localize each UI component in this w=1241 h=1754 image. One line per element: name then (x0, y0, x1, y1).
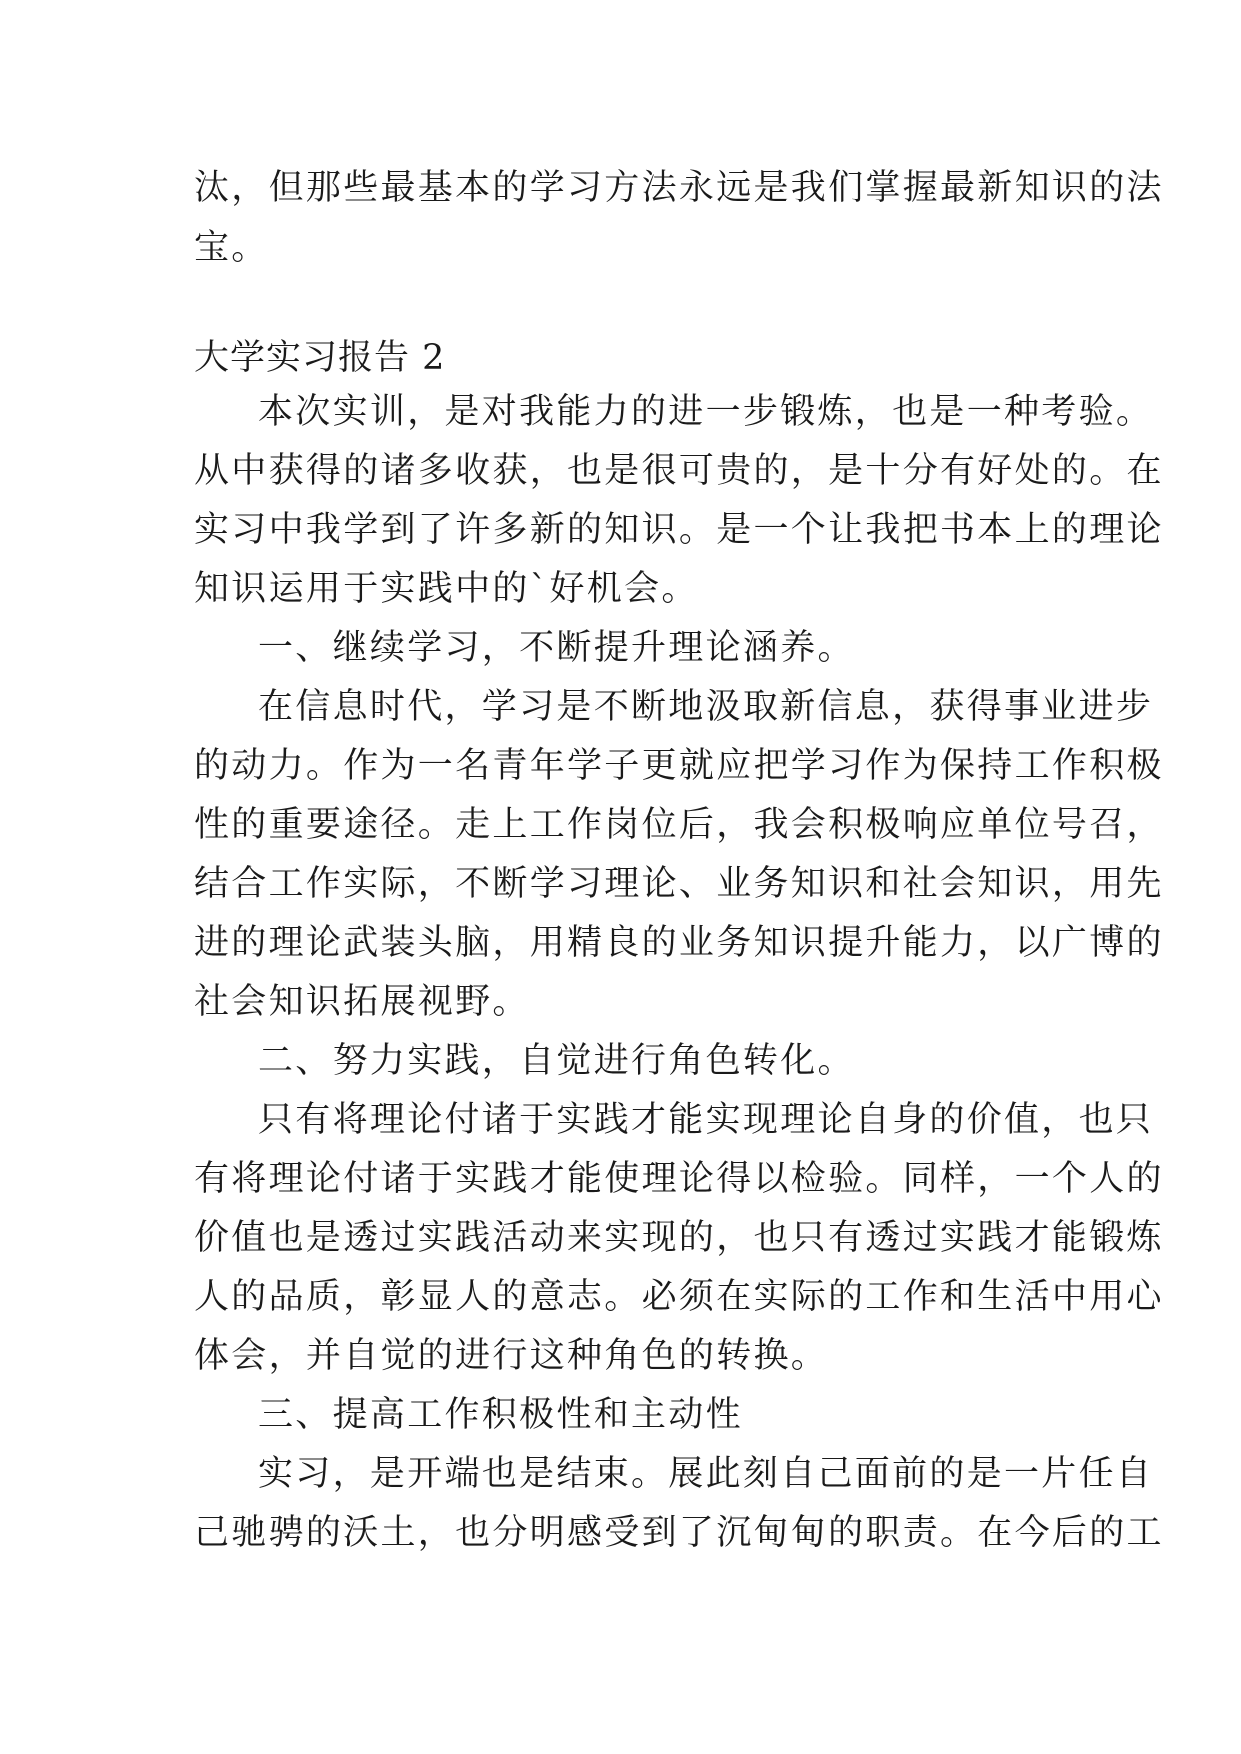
body-text-line: 实习中我学到了许多新的知识。是一个让我把书本上的理论 (194, 510, 1164, 550)
body-text-line: 汰，但那些最基本的学习方法永远是我们掌握最新知识的法 (194, 168, 1164, 208)
body-text-line: 从中获得的诸多收获，也是很可贵的，是十分有好处的。在 (194, 451, 1164, 491)
body-text-line: 性的重要途径。走上工作岗位后，我会积极响应单位号召， (194, 805, 1164, 845)
paragraph-first-line: 实习，是开端也是结束。展此刻自己面前的是一片任自 (258, 1454, 1154, 1494)
body-text-line: 人的品质，彰显人的意志。必须在实际的工作和生活中用心 (194, 1277, 1164, 1317)
paragraph-first-line: 只有将理论付诸于实践才能实现理论自身的价值，也只 (258, 1100, 1154, 1140)
paragraph-first-line: 在信息时代，学习是不断地汲取新信息，获得事业进步 (258, 687, 1154, 727)
body-text-line: 己驰骋的沃土，也分明感受到了沉甸甸的职责。在今后的工 (194, 1513, 1164, 1553)
body-text-line: 结合工作实际，不断学习理论、业务知识和社会知识，用先 (194, 864, 1164, 904)
body-text-line: 体会，并自觉的进行这种角色的转换。 (194, 1336, 829, 1376)
body-text-line: 社会知识拓展视野。 (194, 982, 530, 1022)
body-text-line: 知识运用于实践中的`好机会。 (194, 569, 699, 609)
body-text-line: 价值也是透过实践活动来实现的，也只有透过实践才能锻炼 (194, 1218, 1164, 1258)
body-text-line: 的动力。作为一名青年学子更就应把学习作为保持工作积极 (194, 746, 1164, 786)
section-title: 大学实习报告 2 (194, 338, 446, 378)
body-text-line: 宝。 (194, 228, 269, 268)
body-text-line: 有将理论付诸于实践才能使理论得以检验。同样，一个人的 (194, 1159, 1164, 1199)
subheading-1: 一、继续学习，不断提升理论涵养。 (258, 628, 855, 668)
paragraph-first-line: 本次实训，是对我能力的进一步锻炼，也是一种考验。 (258, 392, 1154, 432)
subheading-3: 三、提高工作积极性和主动性 (258, 1395, 743, 1435)
subheading-2: 二、努力实践，自觉进行角色转化。 (258, 1041, 855, 1081)
body-text-line: 进的理论武装头脑，用精良的业务知识提升能力，以广博的 (194, 923, 1164, 963)
